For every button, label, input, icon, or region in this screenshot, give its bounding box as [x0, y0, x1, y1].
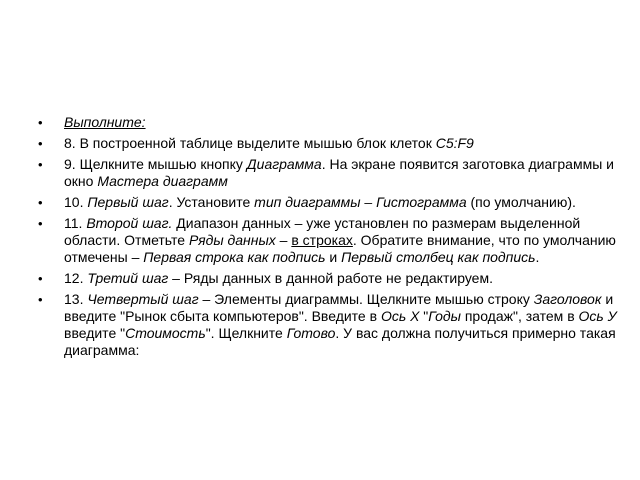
step-10-text: . Установите — [168, 194, 255, 210]
first-step-term: Первый шаг — [87, 194, 169, 210]
step-11-number: 11. — [64, 215, 87, 231]
step-13-text-3: продаж", затем в — [460, 308, 579, 324]
second-step-term: Второй шаг. — [86, 215, 173, 231]
bullet-item-step-10 — [38, 194, 618, 211]
bullet-item-step-13 — [38, 291, 618, 359]
chart-button-term: Диаграмма — [246, 156, 322, 172]
step-10-number: 10. — [64, 194, 88, 210]
third-step-term: Третий шаг — [87, 270, 169, 286]
chart-type-term: тип диаграммы – Гистограмма — [254, 194, 467, 210]
y-axis-term: Ось У — [578, 308, 617, 324]
fourth-step-term: Четвертый шаг — [87, 291, 199, 307]
step-13-text-5: ". Щелкните — [205, 325, 287, 341]
step-10-text-2: (по умолчанию). — [466, 194, 576, 210]
heading-text: Выполните: — [64, 114, 146, 130]
step-9-text-2: . На экране появится заготовка диаграммы и окно — [64, 156, 614, 189]
bullet-item-heading — [38, 114, 618, 131]
step-11-text-2: . Обратите внимание, что по умолчанию отмечены – — [64, 232, 616, 265]
step-12-text: – Ряды данных в данной работе не редактируем. — [168, 270, 493, 286]
step-13-text-4: введите " — [64, 325, 126, 341]
step-13-text: – Элементы диаграммы. Щелкните мышью строку — [198, 291, 534, 307]
step-11-end: . — [535, 249, 540, 265]
first-row-label-term: Первая строка как подпись — [143, 249, 326, 265]
step-13-text-6: . У вас должна получиться примерно такая диаграмма: — [64, 325, 616, 358]
step-12-number: 12. — [64, 270, 88, 286]
step-13-number: 13. — [64, 291, 88, 307]
bullet-item-step-11 — [38, 215, 618, 266]
data-series-term: Ряды данных — [188, 232, 276, 248]
step-9-text: 9. Щелкните мышью кнопку — [64, 156, 247, 172]
step-8-text: 8. В построенной таблице выделите мышью блок клеток — [64, 135, 436, 151]
step-11-and: и — [325, 249, 342, 265]
bullet-item-step-12 — [38, 270, 618, 287]
bullet-item-step-9 — [38, 156, 618, 190]
step-13-text-2: и введите "Рынок сбыта компьютеров". Введите в — [64, 291, 614, 324]
done-term: Готово — [286, 325, 336, 341]
cell-range: C5:F9 — [435, 135, 474, 151]
chart-wizard-term: Мастера диаграмм — [97, 173, 228, 189]
cost-term: Стоимость — [125, 325, 206, 341]
step-11-dash: – — [275, 232, 292, 248]
title-term: Заголовок — [533, 291, 602, 307]
step-11-text: Диапазон данных – уже установлен по размерам выделенной области. Отметьте — [64, 215, 581, 248]
first-column-label-term: Первый столбец как подпись — [341, 249, 536, 265]
step-13-quote: " — [419, 308, 429, 324]
x-axis-term: Ось Х — [380, 308, 420, 324]
instruction-list — [38, 114, 618, 363]
years-term: Годы — [428, 308, 461, 324]
in-rows-term: в строках — [291, 232, 353, 248]
bullet-item-step-8 — [38, 135, 618, 152]
